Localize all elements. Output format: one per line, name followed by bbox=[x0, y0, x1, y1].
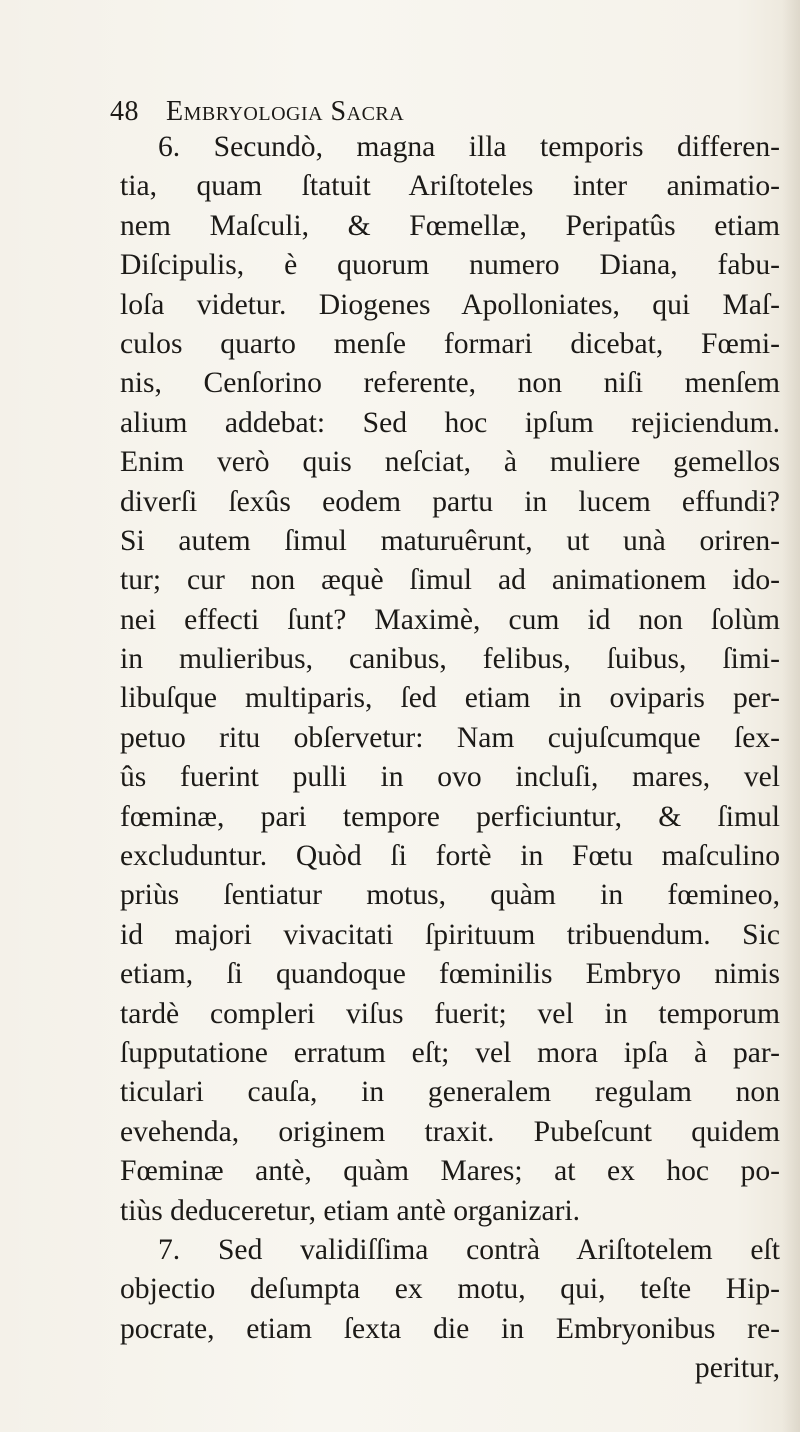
text-line: nis, Cenſorino referente, non niſi menſem bbox=[120, 367, 780, 400]
text-line: Enim verò quis neſciat, à muliere gemellos bbox=[120, 446, 780, 479]
running-header bbox=[110, 92, 610, 132]
text-line: nei effecti ſunt? Maximè, cum id non ſolùm bbox=[120, 603, 780, 636]
text-line: petuo ritu obſervetur: Nam cujuſcumque ſex- bbox=[120, 721, 780, 754]
text-line: nem Maſculi, & Fœmellæ, Peripatûs etiam bbox=[120, 209, 780, 242]
text-line: ticulari cauſa, in generalem regulam non bbox=[120, 1076, 780, 1109]
text-line: alium addebat: Sed hoc ipſum rejiciendum. bbox=[120, 406, 780, 439]
text-line: fœminæ, pari tempore perficiuntur, & ſimul bbox=[120, 800, 780, 833]
text-line: priùs ſentiatur motus, quàm in fœmineo, bbox=[120, 879, 780, 912]
text-line: id majori vivacitati ſpirituum tribuendum. Sic bbox=[120, 918, 780, 951]
page-edge-shadow bbox=[782, 0, 800, 1432]
text-line: loſa videtur. Diogenes Apolloniates, qui Maſ- bbox=[120, 288, 780, 321]
text-line: diverſi ſexûs eodem partu in lucem effundi? bbox=[120, 485, 780, 518]
text-line: ûs fuerint pulli in ovo incluſi, mares, vel bbox=[120, 761, 780, 794]
text-line: evehenda, originem traxit. Pubeſcunt quidem bbox=[120, 1115, 780, 1148]
text-line: pocrate, etiam ſexta die in Embryonibus re- bbox=[120, 1312, 780, 1345]
text-line: tur; cur non æquè ſimul ad animationem ido- bbox=[120, 564, 780, 597]
text-line: in mulieribus, canibus, felibus, ſuibus, ſimi- bbox=[120, 643, 780, 676]
catchword-line: peritur, bbox=[694, 1352, 780, 1385]
text-line: objectio deſumpta ex motu, qui, teſte Hip- bbox=[120, 1273, 780, 1306]
text-line: tardè compleri viſus fuerit; vel in temporum bbox=[120, 997, 780, 1030]
text-line: Diſcipulis, è quorum numero Diana, fabu- bbox=[120, 249, 780, 282]
text-line: 6. Secundò, magna illa temporis differen- bbox=[158, 131, 780, 163]
text-line: libuſque multiparis, ſed etiam in oviparis per- bbox=[120, 682, 780, 715]
body-text bbox=[120, 128, 780, 1389]
text-line: culos quarto menſe formari dicebat, Fœmi- bbox=[120, 327, 780, 360]
text-line: Fœminæ antè, quàm Mares; at ex hoc po- bbox=[120, 1155, 780, 1188]
text-line: Si autem ſimul maturuêrunt, ut unà oriren- bbox=[120, 524, 780, 557]
page-number: 48 bbox=[110, 96, 139, 127]
text-line: etiam, ſi quandoque fœminilis Embryo nimis bbox=[120, 958, 780, 991]
text-line: tia, quam ſtatuit Ariſtoteles inter animatio- bbox=[120, 170, 780, 203]
text-line: ſupputatione erratum eſt; vel mora ipſa à par- bbox=[120, 1036, 780, 1069]
text-line: excluduntur. Quòd ſi fortè in Fœtu maſculino bbox=[120, 840, 780, 873]
running-title: Embryologia Sacra bbox=[166, 96, 405, 127]
text-line: tiùs deduceretur, etiam antè organizari. bbox=[120, 1194, 581, 1227]
text-line: 7. Sed validiſſima contrà Ariſtotelem eſt bbox=[158, 1233, 780, 1266]
